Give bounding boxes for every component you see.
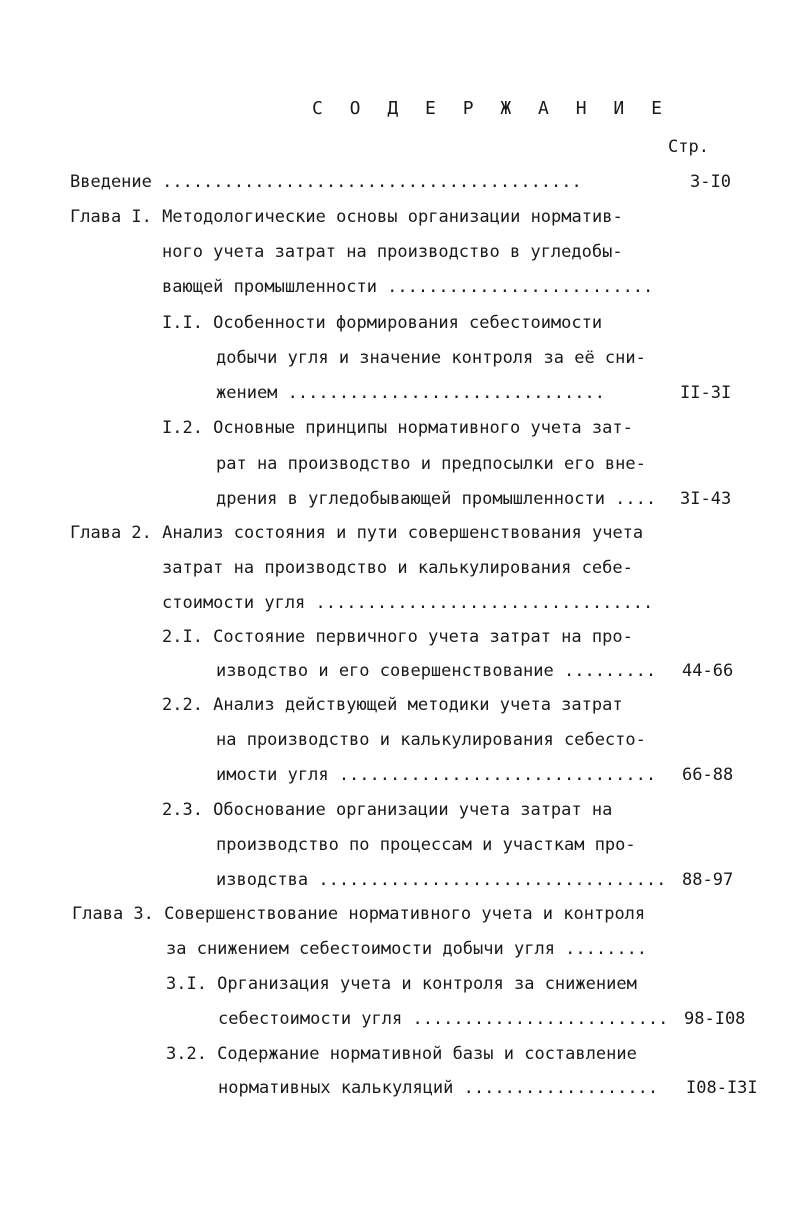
toc-ch3-line2: за снижением себестоимости добычи угля ........ [166,939,648,959]
toc-s32-pages: I08-I3I [686,1078,758,1098]
toc-ch3-line1: Глава 3. Совершенствование нормативного учета и контроля [72,904,646,924]
toc-s21-line1: 2.I. Состояние первичного учета затрат на про- [162,627,633,647]
toc-ch2-line3: стоимости угля ................................. [162,593,654,613]
toc-s32-line2: нормативных калькуляций ................... [218,1078,659,1098]
toc-s11-line3: жением ............................... [216,383,605,403]
toc-s22-line2: на производство и калькулирования себесто- [216,730,646,750]
toc-s21-line2: изводство и его совершенствование ......... [216,661,657,681]
toc-s12-line1: I.2. Основные принципы нормативного учета зат- [162,418,633,438]
toc-ch2-line1: Глава 2. Анализ состояния и пути совершенствования учета [70,523,644,543]
toc-s23-line3: изводства .................................. [216,870,667,890]
toc-ch1-line2: ного учета затрат на производство в угледобы- [162,242,623,262]
toc-s31-pages: 98-I08 [684,1009,746,1029]
toc-s22-line3: имости угля ............................... [216,765,657,785]
page-title: С О Д Е Р Ж А Н И Е [312,98,670,119]
toc-ch2-line2: затрат на производство и калькулирования себе- [162,558,633,578]
toc-s23-pages: 88-97 [682,870,734,890]
toc-s31-line1: 3.I. Организация учета и контроля за снижением [166,974,637,994]
toc-s12-pages: 3I-43 [680,489,732,509]
toc-ch1-line3: вающей промышленности .......................... [162,277,654,297]
toc-s12-line3: дрения в угледобывающей промышленности .... [216,489,657,509]
toc-intro: Введение ......................................... [70,172,582,192]
toc-intro-pages: 3-I0 [690,172,731,192]
page-column-label: Стр. [668,137,709,157]
toc-s11-line2: добычи угля и значение контроля за её сни- [216,348,646,368]
toc-s12-line2: рат на производство и предпосылки его вне- [216,454,646,474]
toc-ch1-line1: Глава I. Методологические основы организации норматив- [70,207,623,227]
toc-s32-line1: 3.2. Содержание нормативной базы и составление [166,1044,637,1064]
toc-s11-line1: I.I. Особенности формирования себестоимости [162,313,603,333]
toc-s22-pages: 66-88 [682,765,734,785]
toc-s11-pages: II-3I [680,383,732,403]
toc-s31-line2: себестоимости угля ......................... [218,1009,669,1029]
toc-s21-pages: 44-66 [682,661,734,681]
toc-s23-line2: производство по процессам и участкам про- [216,835,636,855]
toc-s23-line1: 2.3. Обоснование организации учета затрат на [162,800,613,820]
toc-s22-line1: 2.2. Анализ действующей методики учета затрат [162,695,623,715]
